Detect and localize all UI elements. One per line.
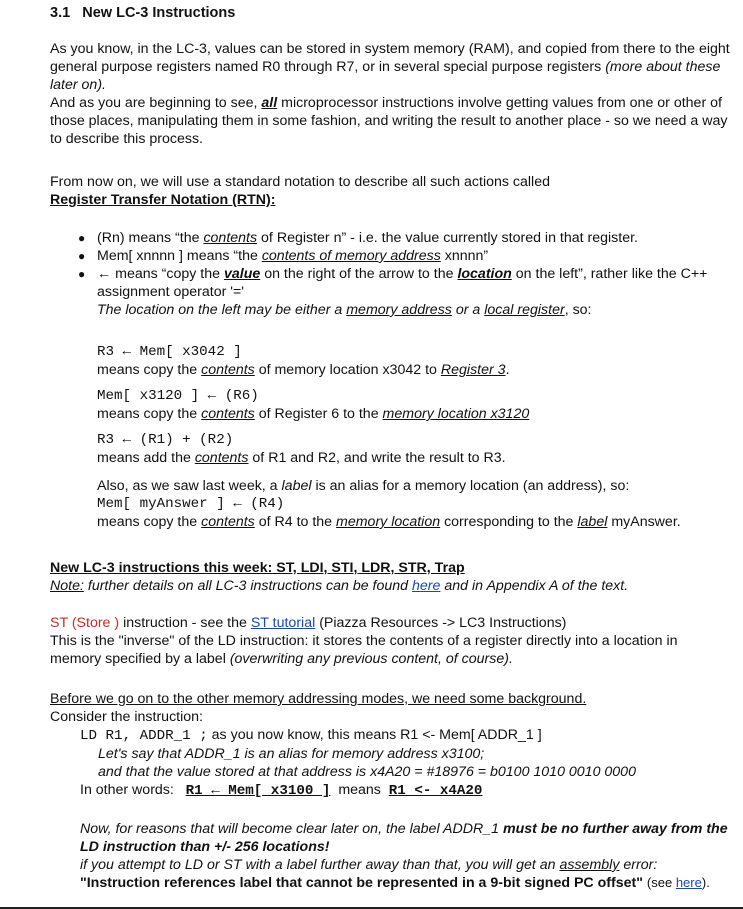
- new-instructions-title: New LC-3 instructions this week: ST, LDI, STI, LDR, STR, Trap: [50, 560, 465, 576]
- here-link[interactable]: here: [675, 875, 702, 890]
- warning-line-1: Now, for reasons that will become clear later on, the label ADDR_1 must be no further away from the LD instruction than +/- 256 locations!: [80, 821, 728, 855]
- example-label: [97, 477, 727, 531]
- warning-section: [80, 820, 735, 892]
- example-desc: means add the contents of R1 and R2, and write the result to R3.: [97, 450, 506, 466]
- ld-italic-2: and that the value stored at that address is x4A20 = #18976 = b0100 1010 0010 0000: [98, 764, 636, 780]
- in-other-words: In other words: R1 ← Mem[ x3100 ] means R1 <- x4A20: [80, 782, 483, 799]
- ld-example: [80, 726, 730, 800]
- example-code: R3 ← (R1) + (R2): [97, 432, 234, 448]
- warning-line-2: if you attempt to LD or ST with a label further away than that, you will get an assembly error:: [80, 857, 658, 873]
- section-heading: 3.1 New LC-3 Instructions: [50, 5, 236, 21]
- example-code: Mem[ myAnswer ] ← (R4): [97, 496, 285, 512]
- st-description: This is the "inverse" of the LD instruction: it stores the contents of a register directly into a location in memory specified by a label (overwriting any previous content, of course).: [50, 633, 678, 667]
- example-desc: means copy the contents of memory location x3042 to Register 3.: [97, 362, 510, 378]
- rtn-intro: From now on, we will use a standard notation to describe all such actions called: [50, 174, 550, 190]
- background-title: Before we go on to the other memory addressing modes, we need some background.: [50, 691, 587, 707]
- example-3: [97, 431, 727, 467]
- example-code: Mem[ x3120 ] ← (R6): [97, 388, 259, 404]
- bullet-mem: ● Mem[ xnnnn ] means “the contents of memory address xnnnn”: [50, 247, 710, 265]
- example-code: R3 ← Mem[ x3042 ]: [97, 344, 242, 360]
- intro-section: [50, 40, 730, 148]
- background-section: [50, 690, 730, 726]
- example-1: [97, 343, 727, 379]
- intro-paragraph-2: And as you are beginning to see, all microprocessor instructions involve getting values from one or other of those places, manipulating them in some fashion, and writing the result to another place - so we need a way to describe this process.: [50, 95, 728, 147]
- error-message: "Instruction references label that cannot be represented in a 9-bit signed PC offset" (see here).: [80, 875, 710, 891]
- example-desc: means copy the contents of Register 6 to the memory location x3120: [97, 406, 530, 422]
- st-tutorial-link[interactable]: ST tutorial: [250, 615, 316, 631]
- st-section: [50, 614, 730, 668]
- rtn-bullets: [50, 229, 710, 319]
- st-intro: ST (Store ) instruction - see the ST tutorial (Piazza Resources -> LC3 Instructions): [50, 615, 567, 631]
- here-link[interactable]: here: [412, 578, 441, 594]
- intro-paragraph-1: As you know, in the LC-3, values can be stored in system memory (RAM), and copied from there to the eight general purpose registers named R0 through R7, or in several special purpose registers (more about these later on).: [50, 41, 730, 93]
- bullet-arrow: ● ← means “copy the value on the right of the arrow to the location on the left”, rather like the C++ assignment operator '=' The location on the left may be either a memory address or a local register, so:: [50, 265, 710, 319]
- rtn-title: Register Transfer Notation (RTN):: [50, 192, 276, 208]
- example-2: [97, 387, 727, 423]
- consider-line: Consider the instruction:: [50, 709, 203, 725]
- label-intro: Also, as we saw last week, a label is an alias for a memory location (an address), so:: [97, 478, 630, 494]
- example-desc: means copy the contents of R4 to the memory location corresponding to the label myAnswer.: [97, 514, 681, 530]
- bullet-rn: ● (Rn) means “the contents of Register n” - i.e. the value currently stored in that register.: [50, 229, 710, 247]
- note-line: Note: further details on all LC-3 instructions can be found here and in Appendix A of the text.: [50, 578, 629, 594]
- new-instructions-section: [50, 559, 730, 595]
- ld-italic-1: Let's say that ADDR_1 is an alias for memory address x3100;: [98, 746, 485, 762]
- rtn-section: [50, 173, 730, 209]
- ld-code-line: LD R1, ADDR_1 ; as you now know, this means R1 <- Mem[ ADDR_1 ]: [80, 727, 542, 744]
